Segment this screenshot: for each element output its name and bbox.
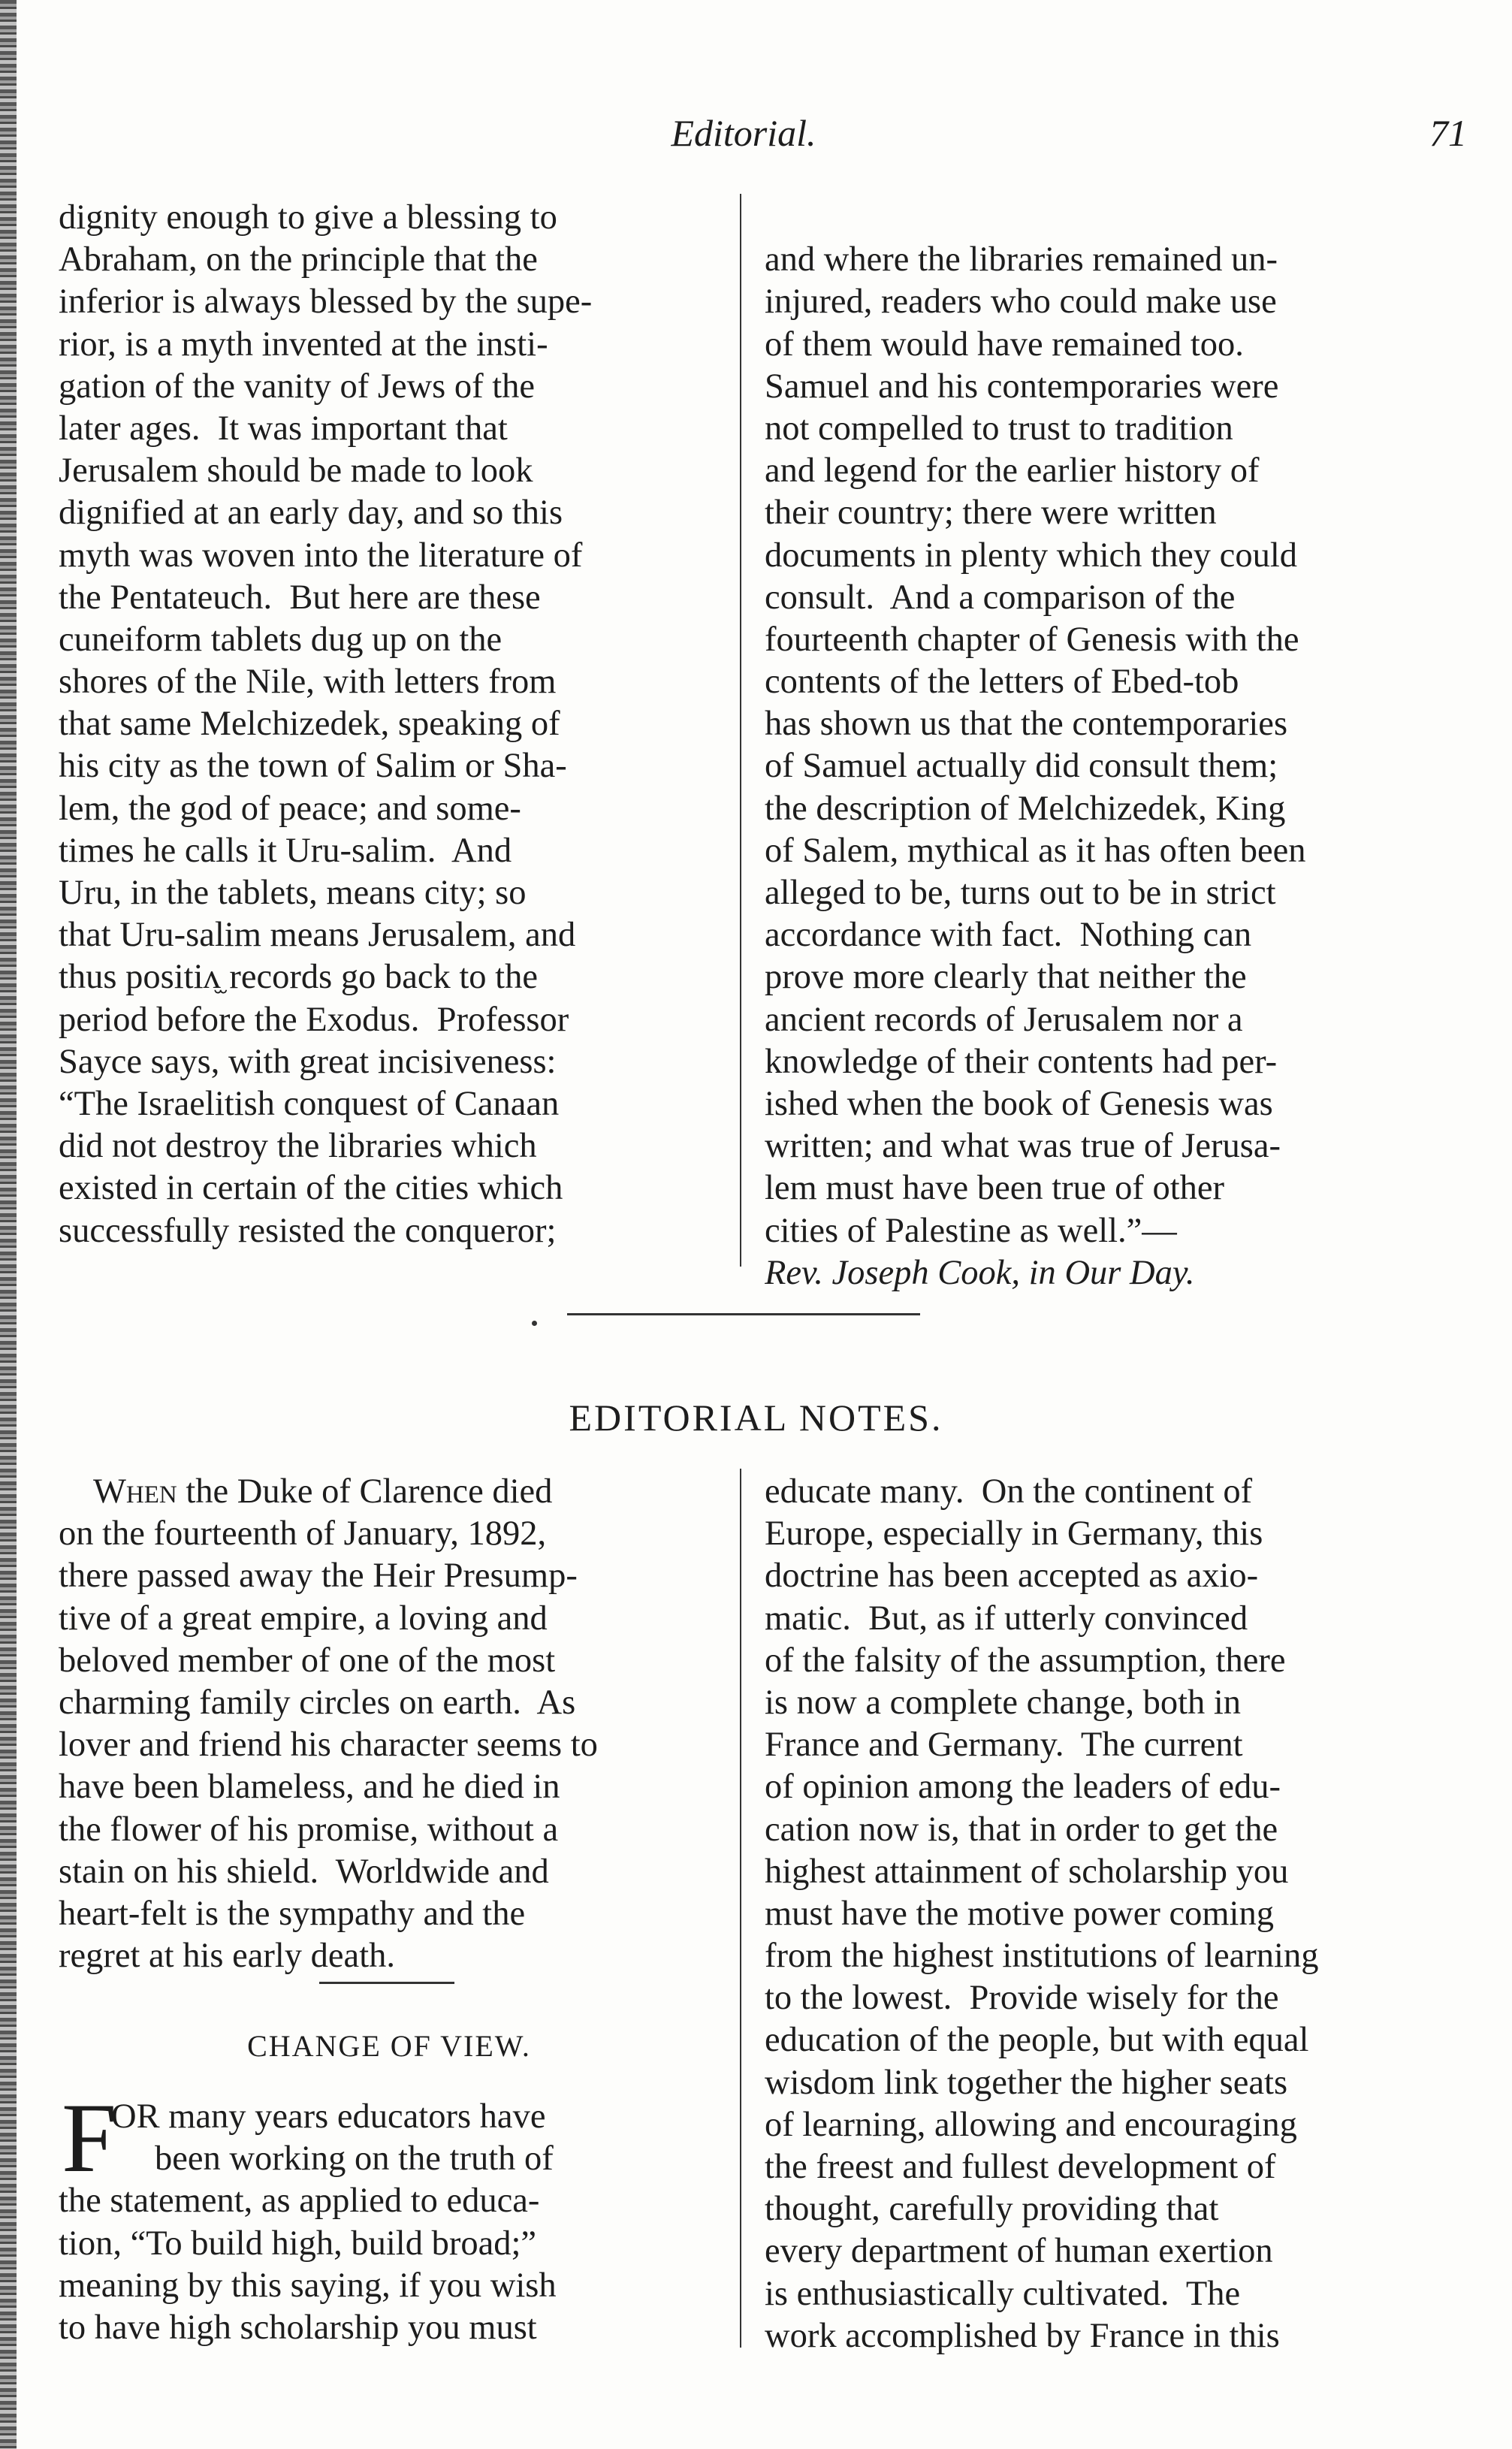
text-line: cuneiform tablets dug up on the (59, 620, 502, 659)
text-line: ished when the book of Genesis was (765, 1084, 1273, 1123)
text-line: of learning, allowing and encouraging (765, 2105, 1297, 2144)
change-of-view-text (59, 2096, 720, 2349)
article-column-right (765, 197, 1441, 1294)
text-line: to the lowest. Provide wisely for the (765, 1979, 1279, 2018)
text-line: inferior is always blessed by the supe- (59, 282, 593, 322)
text-line: tion, “To build high, build broad;” (59, 2224, 537, 2263)
text-line: Jerusalem should be made to look (59, 451, 533, 491)
text-line: successfully resisted the conqueror; (59, 1211, 557, 1250)
text-line: Uru, in the tablets, means city; so (59, 874, 527, 912)
text-line: the Pentateuch. But here are these (59, 578, 541, 617)
text-line: did not destroy the libraries which (59, 1127, 537, 1166)
text-line: has shown us that the contemporaries (765, 705, 1288, 744)
text-line: beloved member of one of the most (59, 1641, 556, 1680)
text-line: to have high scholarship you must (59, 2308, 537, 2347)
attribution-in: in (1020, 1253, 1065, 1292)
text-line: documents in plenty which they could (765, 536, 1297, 575)
lead-word: When (93, 1472, 177, 1511)
text-line: is enthusiastically cultivated. The (765, 2274, 1241, 2313)
column-divider (740, 194, 741, 1267)
text-line: Samuel and his contemporaries were (765, 367, 1279, 406)
text-line: prove more clearly that neither the (765, 958, 1247, 997)
page-number: 71 (1429, 112, 1467, 154)
text-line: the flower of his promise, without a (59, 1810, 559, 1849)
text-line: alleged to be, turns out to be in strict (765, 874, 1276, 913)
text-line: gation of the vanity of Jews of the (59, 367, 536, 406)
text-line: rior, is a myth invented at the insti- (59, 325, 548, 364)
text-line: of the falsity of the assumption, there (765, 1641, 1286, 1680)
notes-column-left (59, 1471, 720, 1977)
text-fragment: the Duke of Clarence died (177, 1472, 553, 1511)
notes-column-right (765, 1471, 1441, 2357)
text-line: on the fourteenth of January, 1892, (59, 1514, 547, 1554)
text-line: existed in certain of the cities which (59, 1169, 563, 1208)
drop-cap: F (62, 2082, 117, 2193)
text-line: lem must have been true of other (765, 1169, 1225, 1208)
text-line: that Uru-salim means Jerusalem, and (59, 916, 576, 955)
text-line: tive of a great empire, a loving and (59, 1599, 548, 1638)
book-binding-edge (0, 0, 17, 2449)
sub-heading: CHANGE OF VIEW. (247, 2029, 531, 2063)
text-line: the statement, as applied to educa- (59, 2182, 540, 2221)
text-line: contents of the letters of Ebed-tob (765, 663, 1239, 702)
text-line: highest attainment of scholarship you (765, 1852, 1289, 1891)
text-line: of opinion among the leaders of edu- (765, 1768, 1281, 1807)
text-line: lover and friend his character seems to (59, 1726, 598, 1765)
text-line (59, 1471, 720, 1513)
text-line: shores of the Nile, with letters from (59, 663, 557, 702)
text-line: meaning by this saying, if you wish (59, 2266, 557, 2305)
text-line: myth was woven into the literature of (59, 536, 583, 575)
section-separator-rule (567, 1313, 920, 1315)
text-line: charming family circles on earth. As (59, 1683, 576, 1722)
text-line: stain on his shield. Worldwide and (59, 1852, 549, 1891)
text-line: wisdom link together the higher seats (765, 2063, 1288, 2102)
text-line: thus positiʌ̫ records go back to the (59, 958, 538, 997)
text-line: regret at his early death. (59, 1937, 395, 1976)
text-line: must have the motive power coming (765, 1894, 1274, 1933)
text-line: Sayce says, with great incisiveness: (59, 1042, 557, 1081)
text-line: the description of Melchizedek, King (765, 789, 1286, 828)
text-line: OR many years educators have (111, 2097, 546, 2136)
text-line: of Salem, mythical as it has often been (765, 831, 1306, 870)
attribution-source: Our Day. (1064, 1253, 1195, 1292)
separator-dot (532, 1321, 537, 1326)
text-line: of them would have remained too. (765, 325, 1244, 364)
text-line: doctrine has been accepted as axio- (765, 1557, 1259, 1596)
text-line: and where the libraries remained un- (765, 240, 1278, 279)
text-line: been working on the truth of (155, 2139, 554, 2179)
text-line: thought, carefully providing that (765, 2190, 1219, 2229)
text-line: written; and what was true of Jerusa- (765, 1127, 1281, 1166)
text-line: education of the people, but with equal (765, 2021, 1309, 2060)
text-line: cation now is, that in order to get the (765, 1810, 1278, 1849)
text-line: the freest and fullest development of (765, 2148, 1276, 2186)
text-line: and legend for the earlier history of (765, 451, 1260, 491)
text-line: is now a complete change, both in (765, 1683, 1242, 1722)
text-line: educate many. On the continent of (765, 1472, 1253, 1511)
article-column-left (59, 197, 720, 1252)
text-line: their country; there were written (765, 494, 1217, 533)
text-line: of Samuel actually did consult them; (765, 747, 1278, 786)
text-line: “The Israelitish conquest of Canaan (59, 1084, 560, 1123)
text-line: times he calls it Uru-salim. And (59, 831, 512, 870)
text-line: consult. And a comparison of the (765, 578, 1236, 617)
text-line: matic. But, as if utterly convinced (765, 1599, 1248, 1638)
attribution-line (765, 1252, 1441, 1294)
column-divider (740, 1469, 741, 2348)
short-separator-rule (319, 1982, 454, 1984)
text-line: dignified at an early day, and so this (59, 494, 563, 533)
text-line: period before the Exodus. Professor (59, 1000, 569, 1039)
text-line: fourteenth chapter of Genesis with the (765, 620, 1299, 659)
text-line: from the highest institutions of learning (765, 1937, 1319, 1976)
text-line: work accomplished by France in this (765, 2316, 1280, 2355)
text-line: Europe, especially in Germany, this (765, 1514, 1263, 1554)
text-line: France and Germany. The current (765, 1726, 1243, 1765)
text-line: have been blameless, and he died in (59, 1768, 560, 1807)
text-line: not compelled to trust to tradition (765, 409, 1233, 448)
text-line (765, 1210, 1441, 1252)
text-line: heart-felt is the sympathy and the (59, 1894, 526, 1933)
attribution-author: Rev. Joseph Cook, (765, 1253, 1021, 1292)
text-line: injured, readers who could make use (765, 282, 1277, 322)
text-fragment: cities of Palestine as well.”— (765, 1211, 1177, 1250)
text-line: every department of human exertion (765, 2232, 1273, 2271)
text-line: lem, the god of peace; and some- (59, 789, 521, 828)
text-line: accordance with fact. Nothing can (765, 916, 1252, 955)
text-line: knowledge of their contents had per- (765, 1042, 1278, 1081)
section-heading: EDITORIAL NOTES. (569, 1397, 943, 1439)
running-header: Editorial. (671, 112, 816, 154)
text-line: Abraham, on the principle that the (59, 240, 538, 279)
text-line: his city as the town of Salim or Sha- (59, 747, 567, 786)
text-line: later ages. It was important that (59, 409, 508, 448)
text-line: dignity enough to give a blessing to (59, 198, 557, 237)
text-line: ancient records of Jerusalem nor a (765, 1000, 1243, 1039)
text-line: that same Melchizedek, speaking of (59, 705, 560, 744)
text-line: there passed away the Heir Presump- (59, 1557, 578, 1596)
